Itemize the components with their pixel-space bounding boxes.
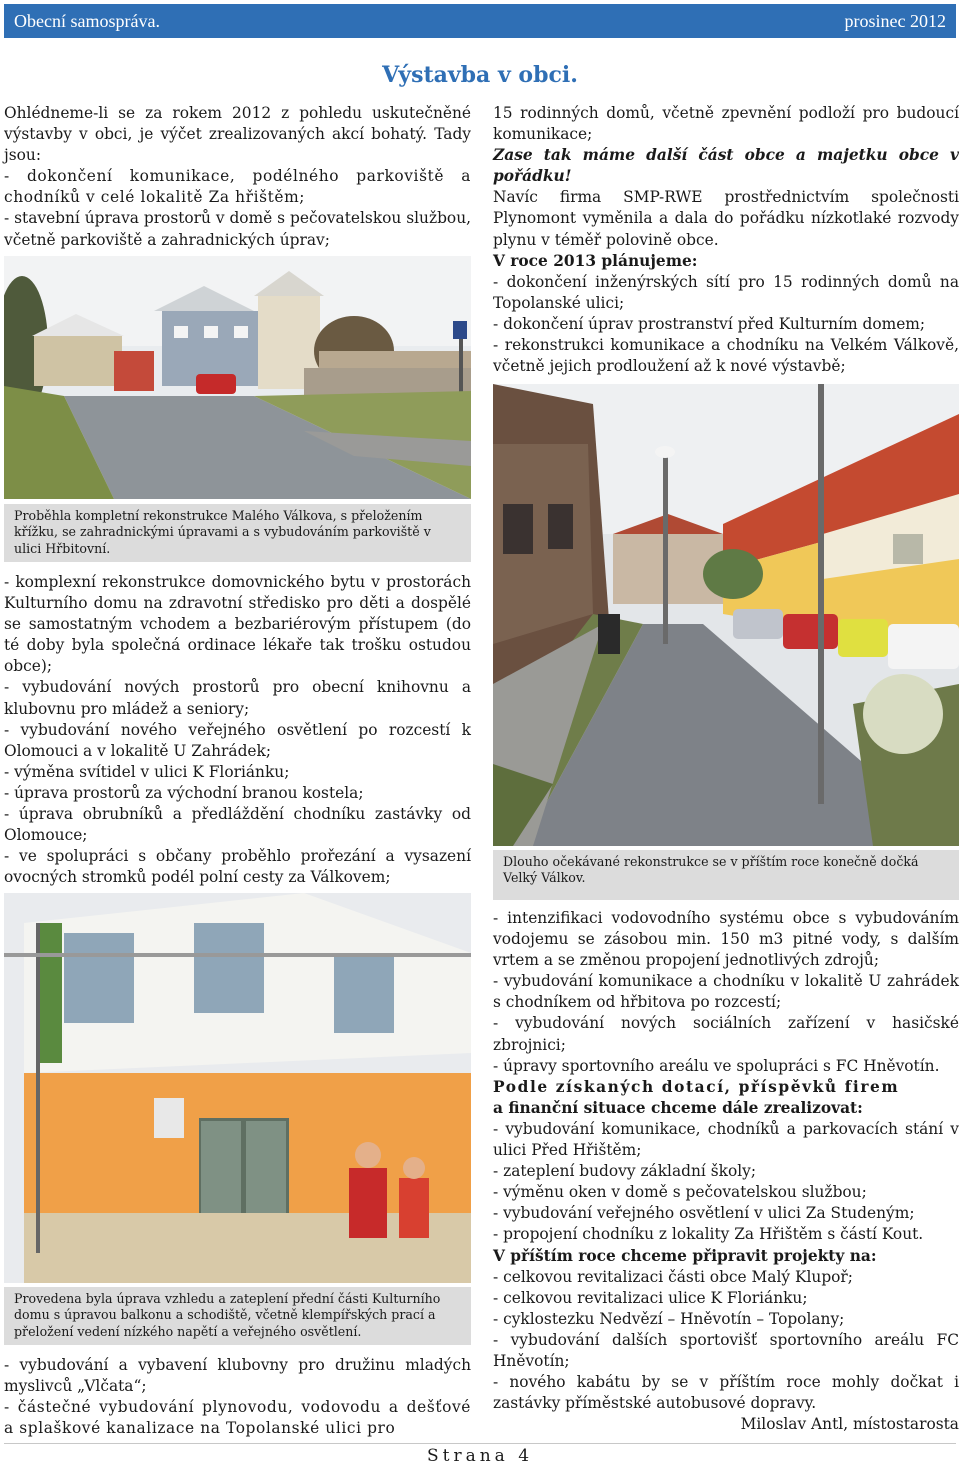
street-photo2-image xyxy=(493,384,959,846)
paragraph: - úprava obrubníků a předláždění chodníku zastávky od Olomouce; xyxy=(4,805,471,845)
right-top xyxy=(493,103,959,377)
paragraph: - výměna svítidel v ulici K Floriánku; xyxy=(4,762,290,781)
paragraph: - úprava prostorů za východní branou kostela; xyxy=(4,783,364,802)
grant-heading-line1: Podle získaných dotací, příspěvků firem xyxy=(493,1077,900,1096)
paragraph: - vybudování komunikace a chodníku v lokalitě U zahrádek s chodníkem od hřbitova po rozcestí; xyxy=(493,972,959,1012)
photo3-caption: Provedena byla úprava vzhledu a zateplení přední části Kulturního domu s úpravou balkonu a schodiště, včetně klempířských prací a přeložení vedení nízkého napětí a veřejného osvětlení. xyxy=(4,1287,471,1345)
footer-divider xyxy=(4,1443,956,1444)
photo-velky-valkov xyxy=(493,384,959,846)
paragraph: - zateplení budovy základní školy; xyxy=(493,1162,757,1181)
paragraph: - úpravy sportovního areálu ve spolupráci s FC Hněvotín. xyxy=(493,1056,940,1075)
paragraph: - intenzifikaci vodovodního systému obce s vybudováním vodojemu se zásobou min. 150 m3 pitné vody, s dalším vrtem a se změnou propojení jednotlivých zdrojů; xyxy=(493,909,959,970)
header-date: prosinec 2012 xyxy=(844,10,946,31)
grant-heading xyxy=(493,1077,959,1098)
paragraph: - rekonstrukci komunikace a chodníku na Velkém Válkově, včetně jejich prodloužení až k nové výstavbě; xyxy=(493,336,959,376)
paragraph: - vybudování nového veřejného osvětlení po rozcestí k Olomouci a v lokalitě U Zahrádek; xyxy=(4,720,471,760)
photo2-caption: Dlouho očekávané rekonstrukce se v příštím roce konečně dočká Velký Válkov. xyxy=(493,850,959,900)
paragraph: - vybudování veřejného osvětlení v ulici Za Studeným; xyxy=(493,1204,915,1223)
paragraph: Ohlédneme-li se za rokem 2012 z pohledu uskutečněné výstavby v obci, je výčet zrealizovaných akcí bohatý. Tady jsou: xyxy=(4,104,471,165)
header-bar xyxy=(4,4,956,38)
paragraph: - dokončení úprav prostranství před Kulturním domem; xyxy=(493,314,926,333)
paragraph: Navíc firma SMP-RWE prostřednictvím společnosti Plynomont vyměnila a dala do pořádku nízkotlaké rozvody plynu v téměř polovině obce. xyxy=(493,188,959,249)
paragraph: - celkovou revitalizaci ulice K Floriánku; xyxy=(493,1288,808,1307)
building-photo-image xyxy=(4,893,471,1283)
paragraph: - stavební úprava prostorů v domě s pečovatelskou službou, včetně parkoviště a zahradnických úprav; xyxy=(4,209,471,249)
paragraph: - vybudování dalších sportovišť sportovního areálu FC Hněvotín; xyxy=(493,1330,959,1370)
paragraph: - celkovou revitalizaci části obce Malý Klupoř; xyxy=(493,1267,853,1286)
page-number: Strana 4 xyxy=(426,1446,534,1466)
paragraph: - propojení chodníku z lokality Za Hřištěm s částí Kout. xyxy=(493,1225,924,1244)
paragraph: - nového kabátu by se v příštím roce mohly dočkat i zastávky příměstské autobusové dopravy. xyxy=(493,1373,959,1413)
plan-heading: V roce 2013 plánujeme: xyxy=(493,251,698,270)
paragraph: - vybudování nových prostorů pro obecní knihovnu a klubovnu pro mládež a seniory; xyxy=(4,678,471,718)
paragraph: - dokončení komunikace, podélného parkoviště a chodníků v celé lokalitě Za hřištěm; xyxy=(4,167,471,207)
paragraph: - vybudování nových sociálních zařízení v hasičské zbrojnici; xyxy=(493,1014,959,1054)
left-intro xyxy=(4,103,471,251)
paragraph: - ve spolupráci s občany proběhlo prořezání a vysazení ovocných stromků podél polní cesty za Válkovem; xyxy=(4,847,471,887)
photo-kulturni-dum xyxy=(4,893,471,1283)
left-middle xyxy=(4,572,471,888)
paragraph: - vybudování a vybavení klubovny pro družinu mladých myslivců „Vlčata“; xyxy=(4,1356,471,1396)
left-bottom xyxy=(4,1355,471,1439)
next-heading: V příštím roce chceme připravit projekty na: xyxy=(493,1246,877,1265)
page-title: Výstavba v obci. xyxy=(382,62,578,88)
emphasis: Zase tak máme další část obce a majetku obce v pořádku! xyxy=(493,146,959,186)
photo-malý-valkov xyxy=(4,256,471,499)
paragraph: - výměnu oken v domě s pečovatelskou službou; xyxy=(493,1183,867,1202)
right-bottom xyxy=(493,908,959,1435)
street-photo-image xyxy=(4,256,471,499)
paragraph: - vybudování komunikace, chodníků a parkovacích stání v ulici Před Hřištěm; xyxy=(493,1119,959,1160)
photo1-caption: Proběhla kompletní rekonstrukce Malého Válkova, s přeložením křížku, se zahradnickými úpravami a s vybudováním parkoviště v ulici Hřbitovní. xyxy=(4,504,471,562)
header-section: Obecní samospráva. xyxy=(14,10,160,31)
paragraph: - dokončení inženýrských sítí pro 15 rodinných domů na Topolanské ulici; xyxy=(493,272,959,312)
signature: Miloslav Antl, místostarosta xyxy=(740,1415,959,1434)
paragraph: - cyklostezku Nedvězí – Hněvotín – Topolany; xyxy=(493,1309,845,1328)
grant-heading-2: a finanční situace chceme dále zrealizovat: xyxy=(493,1098,863,1117)
paragraph: - částečné vybudování plynovodu, vodovodu a dešťové a splaškové kanalizace na Topolanské ulici pro xyxy=(4,1398,471,1438)
paragraph: 15 rodinných domů, včetně zpevnění podloží pro budoucí komunikace; xyxy=(493,104,959,144)
paragraph: - komplexní rekonstrukce domovnického bytu v prostorách Kulturního domu na zdravotní středisko pro děti a dospělé se samostatným vchodem a bezbariérovým přístupem (do té doby byla společná ordinace lékaře tak trošku ostudou obce); xyxy=(4,573,471,676)
